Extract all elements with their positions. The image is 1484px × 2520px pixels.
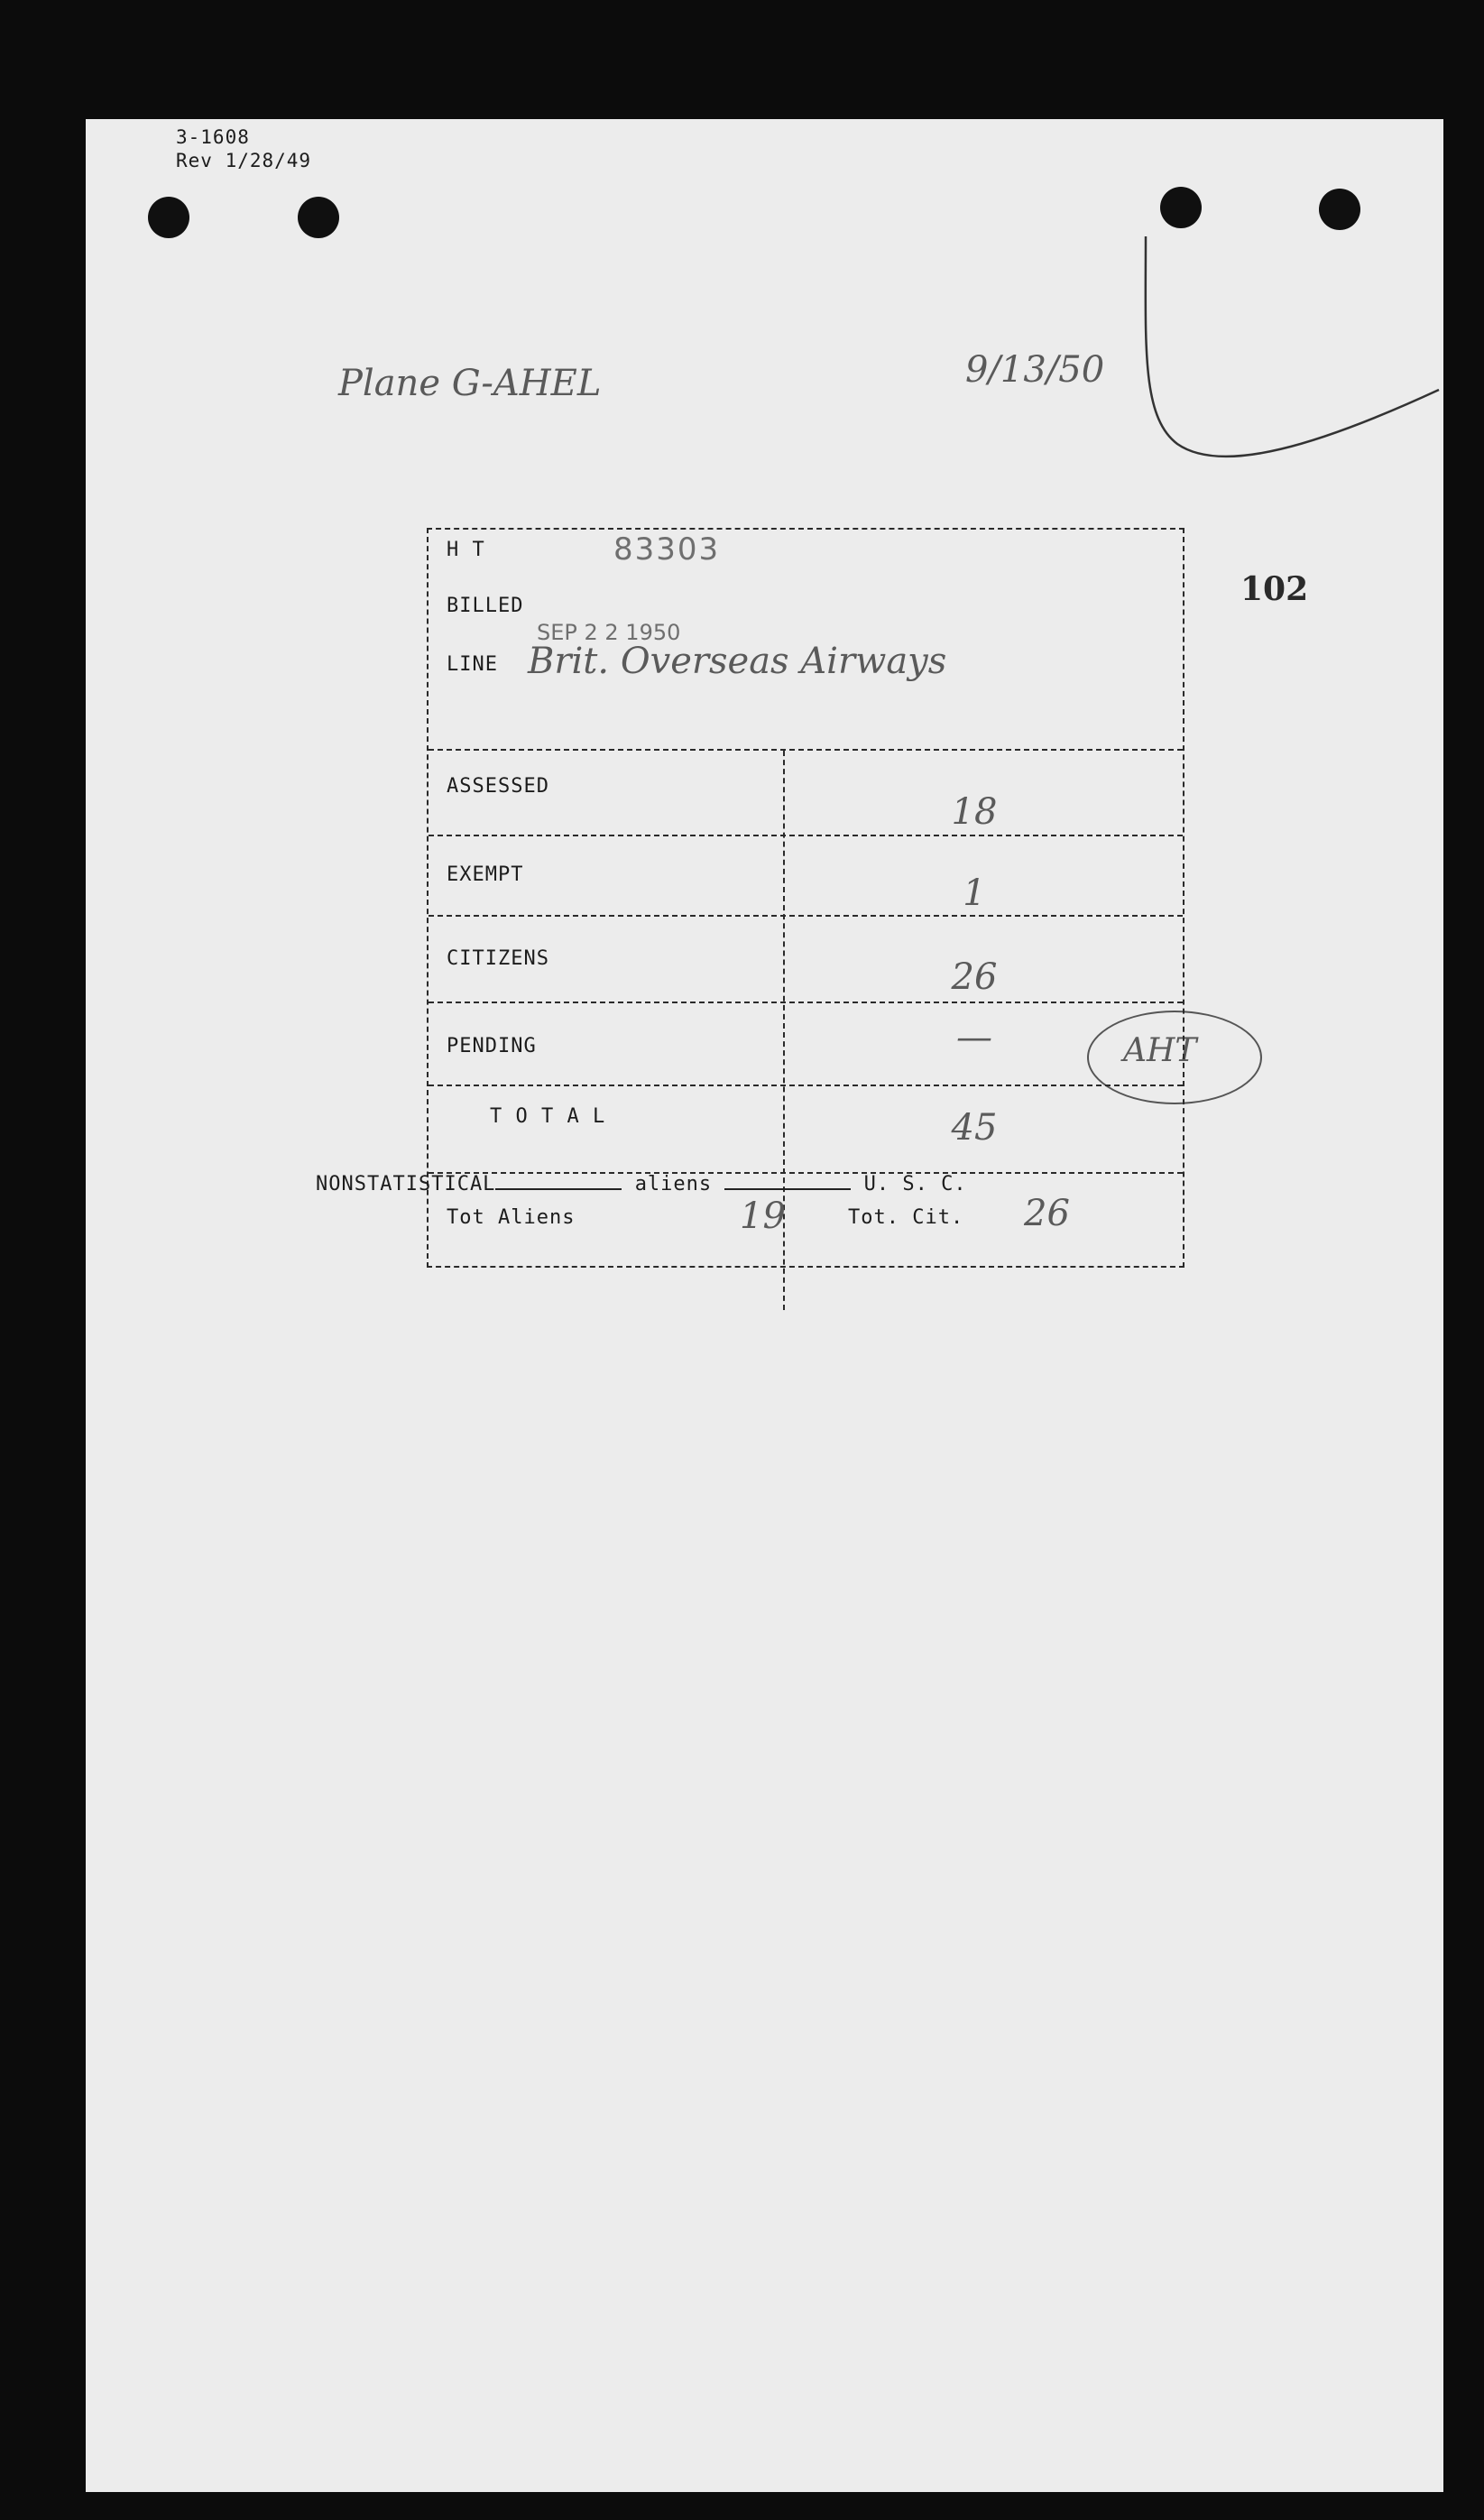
- nonstatistical-aliens-label: aliens: [634, 1173, 713, 1195]
- row-label-pending: PENDING: [447, 1035, 537, 1057]
- punch-hole-4: [1319, 189, 1360, 230]
- manifest-box: [427, 528, 1184, 1268]
- tot-aliens-label: Tot Aliens: [447, 1206, 576, 1229]
- billed-label: BILLED: [447, 595, 524, 617]
- divider-row-2: [429, 915, 1183, 917]
- total-value: 45: [951, 1107, 998, 1149]
- divider-row-3: [429, 1002, 1183, 1003]
- row-label-citizens: CITIZENS: [447, 947, 549, 970]
- nonstatistical-line: [316, 1173, 967, 1195]
- nonstatistical-label: NONSTATISTICAL: [316, 1173, 496, 1195]
- punch-hole-3: [1160, 187, 1202, 228]
- divider-row-1: [429, 835, 1183, 836]
- punch-hole-1: [148, 197, 189, 238]
- nonstatistical-blank-2: [724, 1188, 851, 1190]
- line-label: LINE: [447, 653, 498, 676]
- initials-handwritten: AHT: [1123, 1032, 1197, 1069]
- tot-cit-label: Tot. Cit.: [848, 1206, 964, 1229]
- row-label-exempt: EXEMPT: [447, 863, 524, 886]
- ht-label: H T: [447, 539, 485, 561]
- punch-hole-2: [298, 197, 339, 238]
- nonstatistical-usc-label: U. S. C.: [863, 1173, 967, 1195]
- tot-aliens-value: 19: [740, 1195, 786, 1237]
- nonstatistical-blank-1: [495, 1188, 622, 1190]
- form-revision: Rev 1/28/49: [176, 150, 312, 171]
- ht-number: 83303: [613, 531, 721, 568]
- corner-curve-mark: [1141, 236, 1448, 597]
- tot-cit-value: 26: [1024, 1193, 1070, 1234]
- total-label: T O T A L: [490, 1105, 606, 1128]
- plane-handwritten: Plane G-AHEL: [338, 363, 602, 404]
- divider-row-4: [429, 1085, 1183, 1086]
- stamp-number: 102: [1240, 570, 1309, 608]
- row-value-citizens: 26: [951, 956, 998, 998]
- row-label-assessed: ASSESSED: [447, 775, 549, 798]
- form-number: 3-1608: [176, 126, 250, 148]
- billed-stamp: SEP 2 2 1950: [537, 620, 681, 645]
- row-value-exempt: 1: [963, 872, 986, 914]
- document-page: [86, 119, 1443, 2492]
- date-handwritten: 9/13/50: [965, 349, 1105, 391]
- divider-header: [429, 749, 1183, 751]
- row-value-pending: —: [956, 1017, 992, 1058]
- row-value-assessed: 18: [951, 791, 998, 833]
- line-name-handwritten: Brit. Overseas Airways: [528, 641, 947, 682]
